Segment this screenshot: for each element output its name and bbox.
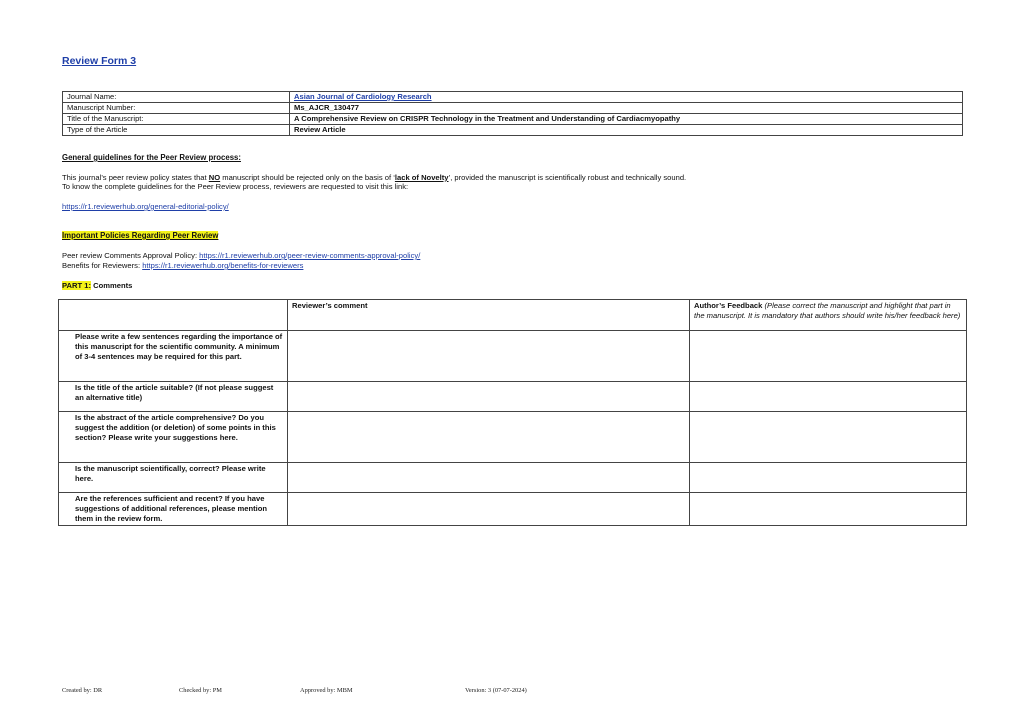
benefits-line: Benefits for Reviewers: https://r1.reviewerhub.org/benefits-for-reviewers bbox=[62, 261, 304, 270]
reviewer-comment-cell[interactable] bbox=[288, 382, 690, 412]
journal-label: Journal Name: bbox=[63, 92, 290, 103]
lack-of-novelty-emphasis: lack of Novelty bbox=[394, 173, 449, 182]
title-row bbox=[63, 114, 963, 125]
comment-row bbox=[59, 493, 967, 526]
comments-table bbox=[58, 299, 967, 526]
reviewer-comment-cell[interactable] bbox=[288, 493, 690, 526]
author-feedback-header: Author’s Feedback (Please correct the manuscript and highlight that part in the manuscript. It is mandatory that authors should write his/her feedback here) bbox=[690, 300, 967, 331]
footer-version: Version: 3 (07-07-2024) bbox=[465, 687, 527, 694]
comment-row bbox=[59, 463, 967, 493]
footer-approved-by: Approved by: MBM bbox=[300, 687, 353, 694]
manuscript-title-value: A Comprehensive Review on CRISPR Technology in the Treatment and Understanding of Cardiacmyopathy bbox=[290, 114, 963, 125]
approval-policy-link[interactable]: https://r1.reviewerhub.org/peer-review-comments-approval-policy/ bbox=[199, 251, 421, 260]
editorial-policy-link[interactable]: https://r1.reviewerhub.org/general-editorial-policy/ bbox=[62, 202, 229, 211]
comment-row bbox=[59, 331, 967, 382]
guidelines-heading: General guidelines for the Peer Review process: bbox=[62, 153, 241, 162]
manuscript-info-table bbox=[62, 91, 963, 136]
author-feedback-cell[interactable] bbox=[690, 493, 967, 526]
question-scientific: Is the manuscript scientifically, correct? Please write here. bbox=[59, 463, 288, 493]
author-feedback-cell[interactable] bbox=[690, 463, 967, 493]
manuscript-title-label: Title of the Manuscript: bbox=[63, 114, 290, 125]
reviewer-comment-cell[interactable] bbox=[288, 412, 690, 463]
manuscript-number-value: Ms_AJCR_130477 bbox=[290, 103, 963, 114]
benefits-link[interactable]: https://r1.reviewerhub.org/benefits-for-reviewers bbox=[142, 261, 304, 270]
article-type-value: Review Article bbox=[290, 125, 963, 136]
article-type-row bbox=[63, 125, 963, 136]
journal-link[interactable]: Asian Journal of Cardiology Research bbox=[294, 92, 432, 101]
manuscript-number-label: Manuscript Number: bbox=[63, 103, 290, 114]
reviewer-comment-header: Reviewer’s comment bbox=[288, 300, 690, 331]
part1-heading bbox=[62, 281, 132, 291]
author-feedback-cell[interactable] bbox=[690, 382, 967, 412]
question-abstract: Is the abstract of the article comprehensive? Do you suggest the addition (or deletion) of some points in this section? Please write your suggestions here. bbox=[59, 412, 288, 463]
comments-header-row bbox=[59, 300, 967, 331]
approval-policy-line: Peer review Comments Approval Policy: https://r1.reviewerhub.org/peer-review-comments-approval-policy/ bbox=[62, 251, 421, 260]
reviewer-comment-cell[interactable] bbox=[288, 331, 690, 382]
question-references: Are the references sufficient and recent? If you have suggestions of additional references, please mention them in the review form. bbox=[59, 493, 288, 526]
author-feedback-cell[interactable] bbox=[690, 331, 967, 382]
policies-heading: Important Policies Regarding Peer Review bbox=[62, 231, 219, 240]
question-title: Is the title of the article suitable? (If not please suggest an alternative title) bbox=[59, 382, 288, 412]
part1-label: PART 1: bbox=[62, 281, 91, 290]
article-type-label: Type of the Article bbox=[63, 125, 290, 136]
footer-created-by: Created by: DR bbox=[62, 687, 103, 694]
manuscript-number-row bbox=[63, 103, 963, 114]
guidelines-visit-text: To know the complete guidelines for the Peer Review process, reviewers are requested to visit this link: bbox=[62, 182, 409, 191]
part1-title: Comments bbox=[90, 281, 133, 290]
reviewer-comment-cell[interactable] bbox=[288, 463, 690, 493]
form-title: Review Form 3 bbox=[62, 55, 137, 67]
comment-row bbox=[59, 382, 967, 412]
no-emphasis: NO bbox=[208, 173, 221, 182]
guidelines-policy-text: This journal’s peer review policy states that NO manuscript should be rejected only on the basis of ‘lack of Novelty’, provided the manuscript is scientifically robust and technically sound. bbox=[62, 173, 687, 182]
question-importance: Please write a few sentences regarding the importance of this manuscript for the scientific community. A minimum of 3-4 sentences may be required for this part. bbox=[59, 331, 288, 382]
journal-row bbox=[63, 92, 963, 103]
author-feedback-cell[interactable] bbox=[690, 412, 967, 463]
comment-row bbox=[59, 412, 967, 463]
footer-checked-by: Checked by: PM bbox=[179, 687, 222, 694]
